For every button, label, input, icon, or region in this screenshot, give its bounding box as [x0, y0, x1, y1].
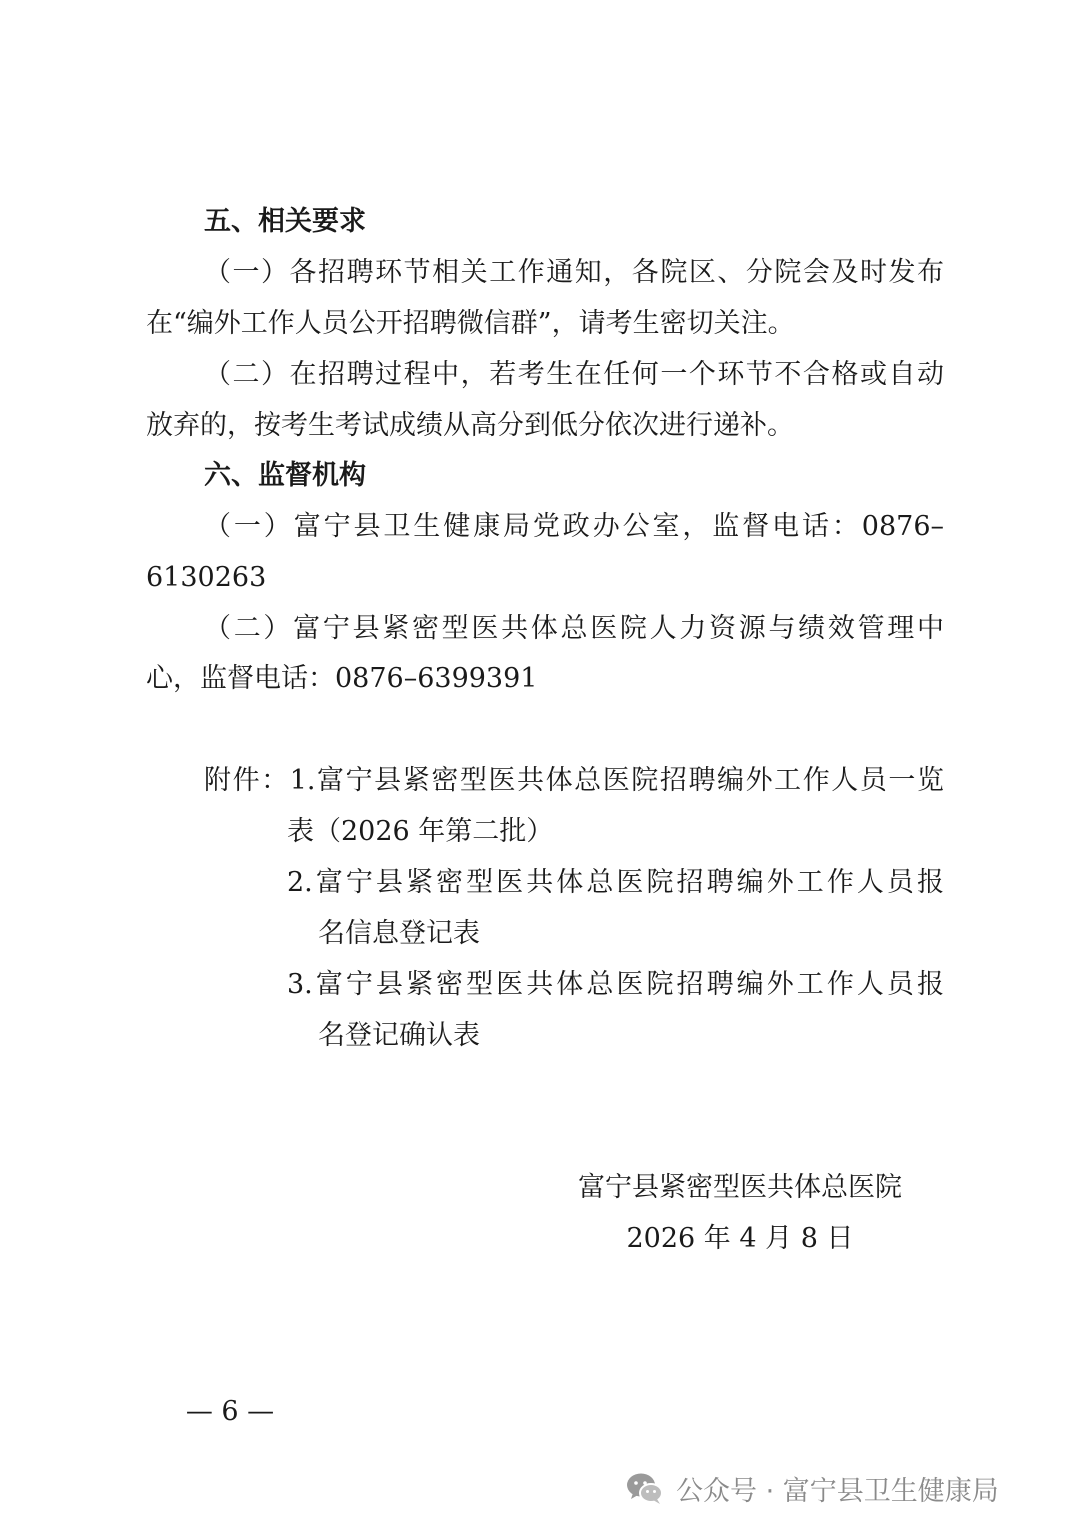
section6-item2-line2: 心，监督电话：0876–6399391: [146, 663, 538, 694]
wechat-icon: [624, 1467, 666, 1509]
section6-heading: 六、监督机构: [204, 460, 366, 491]
attachment-3-line1: 3.富宁县紧密型医共体总医院招聘编外工作人员报: [287, 969, 944, 1000]
section6-item1-line1: （一）富宁县卫生健康局党政办公室，监督电话：0876–: [204, 511, 944, 542]
attachment-3-line2: 名登记确认表: [318, 1020, 480, 1051]
page-number: — 6 —: [185, 1396, 275, 1427]
watermark: [624, 1462, 999, 1514]
signature-date: 2026 年 4 月 8 日: [626, 1223, 854, 1254]
section5-heading: 五、相关要求: [204, 206, 366, 237]
section5-item2-line2: 放弃的，按考生考试成绩从高分到低分依次进行递补。: [146, 410, 794, 441]
section5-item1-line2: 在“编外工作人员公开招聘微信群”，请考生密切关注。: [146, 308, 795, 339]
section6-item2-line1: （二）富宁县紧密型医共体总医院人力资源与绩效管理中: [204, 613, 944, 644]
attachment-1-line1: 附件：1.富宁县紧密型医共体总医院招聘编外工作人员一览: [204, 765, 944, 796]
attachment-1-line2: 表（2026 年第二批）: [287, 816, 554, 847]
watermark-text: 公众号 · 富宁县卫生健康局: [676, 1475, 999, 1507]
attachment-2-line2: 名信息登记表: [318, 918, 480, 949]
attachment-2-line1: 2.富宁县紧密型医共体总医院招聘编外工作人员报: [287, 867, 944, 898]
section6-item1-line2: 6130263: [146, 562, 267, 593]
signature-org: 富宁县紧密型医共体总医院: [578, 1172, 902, 1203]
section5-item1-line1: （一）各招聘环节相关工作通知，各院区、分院会及时发布: [204, 257, 944, 288]
section5-item2-line1: （二）在招聘过程中，若考生在任何一个环节不合格或自动: [204, 359, 944, 390]
